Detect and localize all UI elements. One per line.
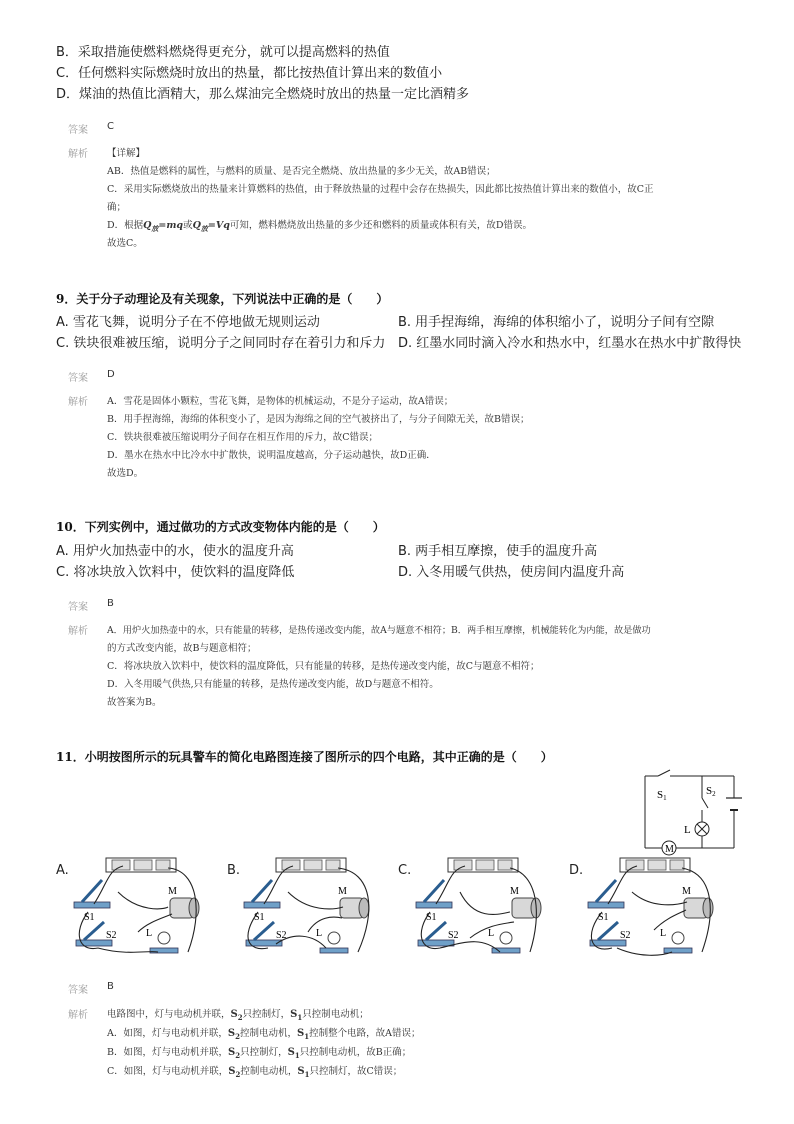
motor-label: M [338,886,347,897]
switch-s1-base [416,902,452,908]
q11-explain-line: 电路图中，灯与电动机并联，$S_2$只控制灯，$S_1$只控制电动机； [107,1009,369,1022]
q8-option-b: B．采取措施使燃料燃烧得更充分，就可以提高燃料的热值 [56,45,390,60]
q9-answer-label: 答案 [68,373,88,384]
motor-label: M [665,844,674,855]
q9-option-c: C. 铁块很难被压缩，说明分子之间同时存在着引力和斥力 [56,336,386,351]
q9-stem: 9．关于分子动理论及有关现象，下列说法中正确的是（ ） [56,292,389,306]
battery-cell [134,860,152,870]
motor-end [703,898,713,918]
switch-s1-blade [596,880,616,902]
motor-end [359,898,369,918]
switch-s1-blade [424,880,444,902]
circuit-picture-d [582,852,724,964]
q10-explain-label: 解析 [68,626,88,637]
q10-option-c: C. 将冰块放入饮料中，使饮料的温度降低 [56,565,295,580]
switch-s2-label: S2 [276,930,287,941]
switch-s1-base [588,902,624,908]
motor-label: M [682,886,691,897]
q10-explain-line: 故答案为B。 [107,697,162,708]
switch-s1-blade [252,880,272,902]
q10-explain-line: C．将冰块放入饮料中，使饮料的温度降低，只有能量的转移，是热传递改变内能，故C与题意不相符； [107,661,540,672]
q10-option-b: B. 两手相互摩擦，使手的温度升高 [398,544,598,559]
battery-cell [476,860,494,870]
q8-explain-line: C．采用实际燃烧放出的热量来计算燃料的热值，由于释放热量的过程中会存在热损失，因此都比按热值计算出来的数值小，故C正 [107,184,654,195]
battery-cell [156,860,170,870]
q11-explain-label: 解析 [68,1010,88,1021]
battery-cell [670,860,684,870]
schematic-labels [657,785,716,855]
q9-option-b: B. 用手捏海绵，海绵的体积缩小了，说明分子间有空隙 [398,315,715,330]
s1-label: S1 [657,789,667,802]
q8-answer: C [107,121,114,132]
q8-explain-label: 解析 [68,149,88,160]
q9-option-d: D. 红墨水同时滴入冷水和热水中，红墨水在热水中扩散得快 [398,336,742,351]
q8-explain-formula-line: D．根据$Q_放=mq$或$Q_放=Vq$可知，燃料燃烧放出热量的多少还和燃料的质量或体积有关，故D错误。 [107,220,532,233]
lamp-base [664,948,692,953]
switch-s2-blade [598,922,618,940]
q9-explain-line: D．墨水在热水中比冷水中扩散快，说明温度越高，分子运动越快，故D正确． [107,450,436,461]
switch-s2-blade [84,922,104,940]
lamp-bulb [672,932,684,944]
lamp-label: L [660,928,667,939]
switch-s2-blade [426,922,446,940]
lamp-base [320,948,348,953]
battery-cell [282,860,300,870]
q10-option-a: A. 用炉火加热壶中的水，使水的温度升高 [56,544,294,559]
battery-cell [454,860,472,870]
circuit-picture-b [238,852,380,964]
battery-cell [626,860,644,870]
q8-answer-label: 答案 [68,125,88,136]
q9-option-a: A. 雪花飞舞，说明分子在不停地做无规则运动 [56,315,320,330]
q11-option-b-label: B. [227,863,241,878]
motor-end [189,898,199,918]
lamp-bulb [328,932,340,944]
q8-explain-line: AB．热值是燃料的属性，与燃料的质量、是否完全燃烧、放出热量的多少无关，故AB错误； [107,166,496,177]
switch-s1-label: S1 [426,912,437,923]
lamp-base [150,948,178,953]
circuit-picture-a [68,852,210,964]
switch-s2-label: S2 [448,930,459,941]
q9-explain-line: C．铁块很难被压缩说明分子间存在相互作用的斥力，故C错误； [107,432,379,443]
q9-explain-line: A．雪花是固体小颗粒，雪花飞舞，是物体的机械运动，不是分子运动，故A错误； [107,396,454,407]
switch-s1-label: S1 [84,912,95,923]
s2-label: S2 [706,785,716,798]
q11-stem: 11．小明按图所示的玩具警车的简化电路图连接了图所示的四个电路，其中正确的是（ ） [56,750,553,764]
q10-explain-line: 的方式改变内能，故B与题意相符； [107,643,257,654]
q9-explain-line: B．用手捏海绵，海绵的体积变小了，是因为海绵之间的空气被挤出了，与分子间隙无关，故B错误； [107,414,530,425]
q10-option-d: D. 入冬用暖气供热，使房间内温度升高 [398,565,625,580]
q11-explain-line: C．如图，灯与电动机并联，$S_2$控制电动机，$S_1$只控制灯，故C错误； [107,1066,403,1079]
q11-option-c-label: C. [398,863,412,878]
q11-answer: B [107,981,114,992]
q10-explain-line: A．用炉火加热壶中的水，只有能量的转移，是热传递改变内能，故A与题意不相符；B．两手相互摩擦，机械能转化为内能，故是做功 [107,625,651,636]
circuit-picture-c [410,852,552,964]
lamp-label: L [316,928,323,939]
switch-s1-base [244,902,280,908]
switch-s1-label: S1 [254,912,265,923]
q11-answer-label: 答案 [68,985,88,996]
q9-answer: D [107,369,115,380]
switch-s1-base [74,902,110,908]
q9-explain-line: 故选D。 [107,468,144,479]
circuit-schematic [640,768,744,858]
q11-explain-line: A．如图，灯与电动机并联，$S_2$控制电动机，$S_1$控制整个电路，故A错误； [107,1028,421,1041]
lamp-label: L [684,824,691,836]
battery-cell [648,860,666,870]
lamp-bulb [158,932,170,944]
switch-s2-blade [254,922,274,940]
battery-cell [326,860,340,870]
q11-explain-line: B．如图，灯与电动机并联，$S_2$只控制灯，$S_1$只控制电动机，故B正确； [107,1047,412,1060]
q10-explain-line: D．入冬用暖气供热,只有能量的转移，是热传递改变内能，故D与题意不相符。 [107,679,439,690]
q8-explain-line: 确； [107,202,127,213]
lamp-label: L [488,928,495,939]
q8-option-d: D．煤油的热值比酒精大，那么煤油完全燃烧时放出的热量一定比酒精多 [56,87,470,102]
q10-answer: B [107,598,114,609]
motor-label: M [168,886,177,897]
battery-cell [112,860,130,870]
lamp-label: L [146,928,153,939]
q11-option-a-label: A. [56,863,69,878]
lamp-bulb [500,932,512,944]
q10-stem: 10．下列实例中，通过做功的方式改变物体内能的是（ ） [56,520,385,534]
q11-option-d-label: D. [569,863,584,878]
switch-s2-label: S2 [106,930,117,941]
switch-s1-label: S1 [598,912,609,923]
q9-explain-label: 解析 [68,397,88,408]
switch-s1-blade [82,880,102,902]
q10-answer-label: 答案 [68,602,88,613]
battery-cell [304,860,322,870]
q8-explain-line: 【详解】 [107,148,146,159]
q8-option-c: C．任何燃料实际燃烧时放出的热量，都比按热值计算出来的数值小 [56,66,443,81]
q8-explain-line: 故选C。 [107,238,143,249]
motor-label: M [510,886,519,897]
switch-s2-label: S2 [620,930,631,941]
